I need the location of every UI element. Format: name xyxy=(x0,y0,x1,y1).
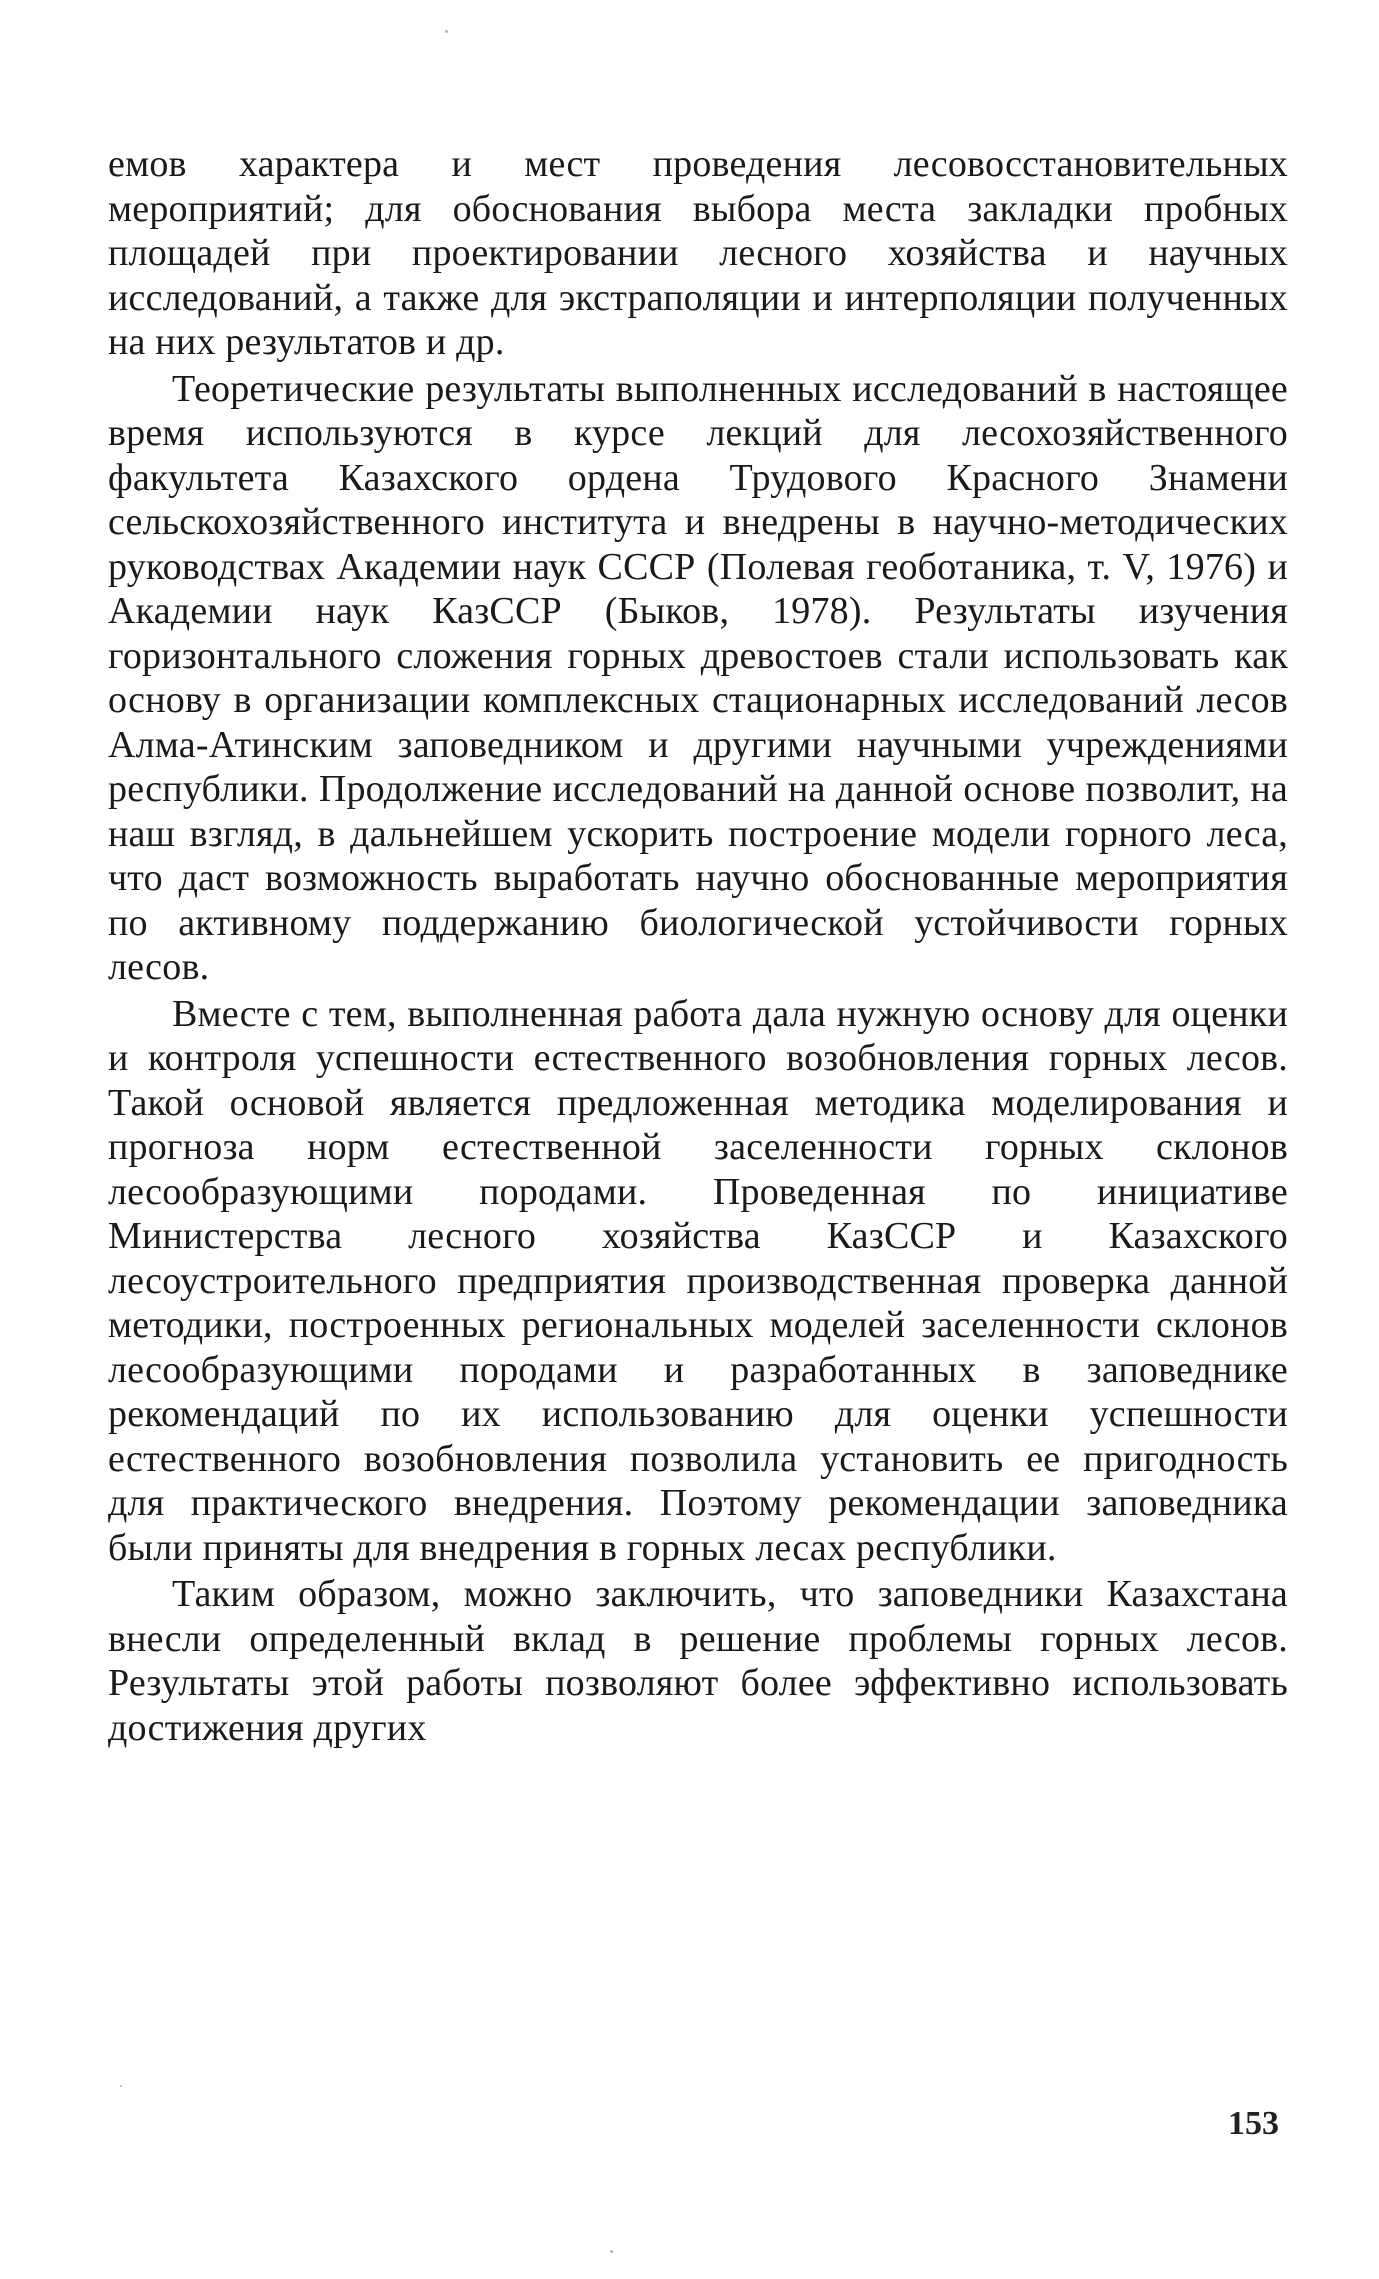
paragraph-theoretical-results: Теоретические результаты выполненных исследований в настоящее время используются в курсе лекций для лесохозяйственного факультета Казахского ордена Трудового Красного Знамени сельскохозяйственного института и внедрены в научно-методических руководствах Академии наук СССР (Полевая геоботаника, т. V, 1976) и Академии наук КазССР (Быков, 1978). Результаты изучения горизонтального сложения горных древостоев стали использовать как основу в организации комплексных стационарных исследований лесов Алма-Атинским заповедником и другими научными учреждениями республики. Продолжение исследований на данной основе позволит, на наш взгляд, в дальнейшем ускорить построение модели горного леса, что даст возможность выработать научно обоснованные мероприятия по активному поддержанию биологической устойчивости горных лесов. xyxy=(108,367,1288,988)
page-number: 153 xyxy=(1228,2105,1279,2142)
body-text xyxy=(108,142,1288,1750)
scan-speck xyxy=(445,30,448,33)
scan-speck xyxy=(120,2085,122,2087)
paragraph-regeneration-control: Вместе с тем, выполненная работа дала нужную основу для оценки и контроля успешности естественного возобновления горных лесов. Такой основой является предложенная методика моделирования и прогноза норм естественной заселенности горных склонов лесообразующими породами. Проведенная по инициативе Министерства лесного хозяйства КазССР и Казахского лесоустроительного предприятия производственная проверка данной методики, построенных региональных моделей заселенности склонов лесообразующими породами и разработанных в заповеднике рекомендаций по их использованию для оценки успешности естественного возобновления позволила установить ее пригодность для практического внедрения. Поэтому рекомендации заповедника были приняты для внедрения в горных лесах республики. xyxy=(108,992,1288,1569)
paragraph-continuation: емов характера и мест проведения лесовосстановительных мероприятий; для обоснования выбора места закладки пробных площадей при проектировании лесного хозяйства и научных исследований, а также для экстраполяции и интерполяции полученных на них результатов и др. xyxy=(108,143,1288,363)
scan-speck xyxy=(610,2250,613,2253)
paragraph-conclusion: Таким образом, можно заключить, что заповедники Казахстана внесли определенный вклад в решение проблемы горных лесов. Результаты этой работы позволяют более эффективно использовать достижения других xyxy=(108,1573,1288,1749)
